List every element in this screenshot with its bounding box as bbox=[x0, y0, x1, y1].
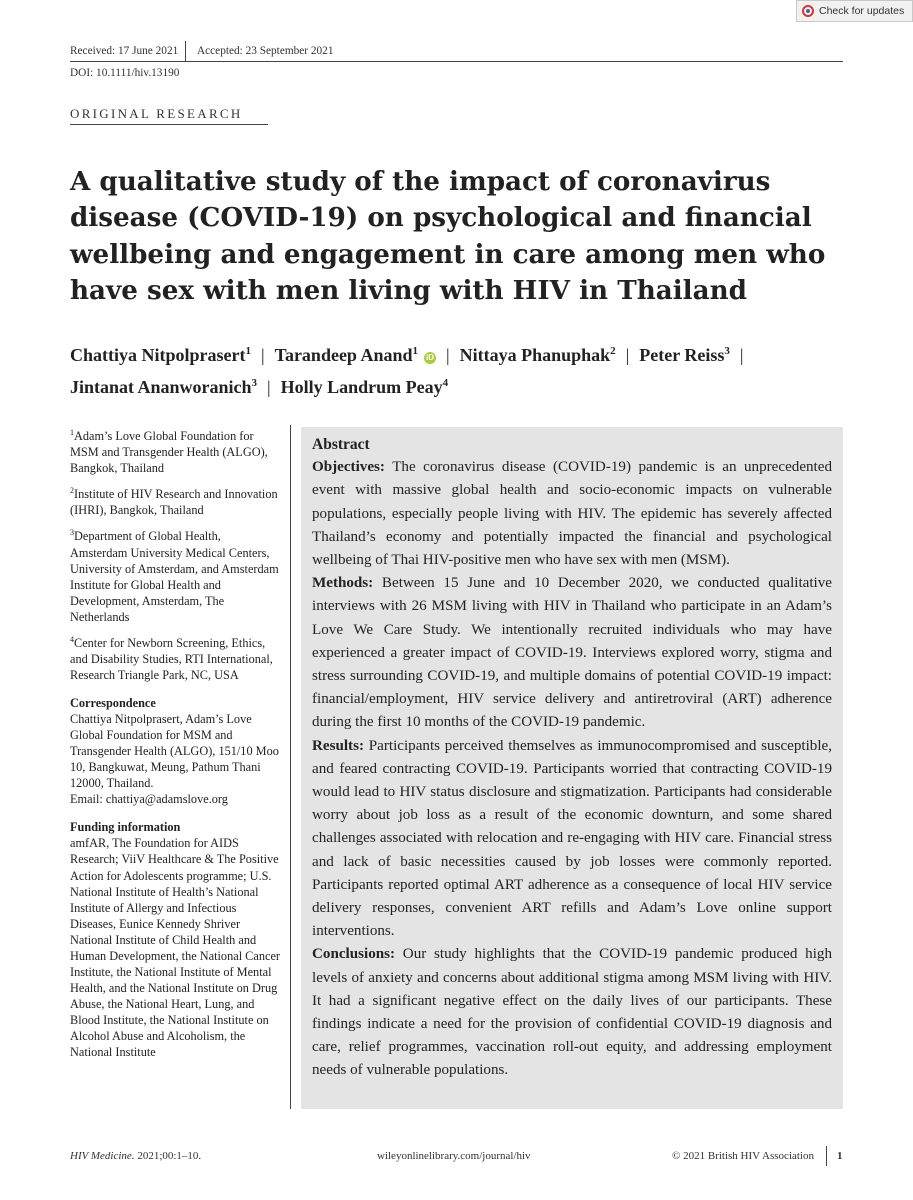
correspondence-text: Chattiya Nitpolprasert, Adam’s Love Global Foundation for MSM and Transgender Health (ALGO), 151/10 Moo 10, Bangkuwat, Meung, Pathum Thani 12000, Thailand. bbox=[70, 712, 279, 791]
author-name[interactable]: Chattiya Nitpolprasert$^1$ bbox=[70, 345, 251, 365]
correspondence-heading: Correspondence bbox=[70, 696, 156, 711]
affiliation: $^2$Institute of HIV Research and Innovation (IHRI), Bangkok, Thailand bbox=[70, 486, 278, 518]
author-name[interactable]: Jintanat Ananworanich$^3$ bbox=[70, 377, 258, 397]
sidebar-divider bbox=[290, 425, 291, 1109]
abstract-paragraph: Methods: Between 15 June and 10 December 2020, we conducted qualitative interviews with 26 MSM living with HIV in Thailand who participate in an Adam’s Love We Care Study. We intentionally recruited individuals who may have experienced a greater impact of COVID-19. Interviews explored worry, stigma and stress surrounding COVID-19, and multiple domains of potential COVID-19 impact: financial/employment, HIV service delivery and antiretroviral (ART) adherence during the first 10 months of the COVID-19 pandemic. bbox=[312, 575, 832, 731]
article-title: A qualitative study of the impact of coronavirus disease (COVID-19) on psychological and financial wellbeing and engagement in care among men who have sex with men living with HIV in Thailand bbox=[70, 166, 826, 306]
received-date: Received: 17 June 2021 bbox=[70, 45, 179, 57]
footer-divider bbox=[826, 1146, 827, 1166]
author-separator: | bbox=[446, 345, 450, 365]
affiliation: $^4$Center for Newborn Screening, Ethics, and Disability Studies, RTI International, Research Triangle Park, NC, USA bbox=[70, 634, 273, 682]
check-for-updates-label: Check for updates bbox=[819, 5, 905, 17]
article-type-rule bbox=[70, 124, 268, 125]
author-name[interactable]: Peter Reiss$^3$ bbox=[639, 345, 730, 365]
article-type-label: ORIGINAL RESEARCH bbox=[70, 106, 243, 121]
sidebar bbox=[70, 425, 280, 1067]
funding-text: amfAR, The Foundation for AIDS Research; ViiV Healthcare & The Positive Action for Adolescents programme; U.S. National Institute of Health’s National Institute of Allergy and Infectious Diseases, Eunice Kennedy Shriver National Institute of Child Health and Human Development, the National Cancer Institute, the National Institute of Mental Health, and the National Institute on Drug Abuse, the National Heart, Lung, and Blood Institute, the National Institute on Alcohol Abuse and Alcoholism, the National Institute bbox=[70, 836, 281, 1060]
abstract-paragraph: Objectives: The coronavirus disease (COVID-19) pandemic is an unprecedented event with massive global health and socio-economic impacts on vulnerable populations, especially people living with HIV. The epidemic has severely affected Thailand’s economy and potentially impacted the financial and psychological wellbeing of Thai HIV-positive men who have sex with men (MSM). bbox=[312, 459, 832, 569]
abstract-heading: Abstract bbox=[312, 436, 370, 453]
accepted-date: Accepted: 23 September 2021 bbox=[197, 45, 334, 57]
affiliation: $^3$Department of Global Health, Amsterdam University Medical Centers, University of Amsterdam, and Amsterdam Institute for Global Health and Development, Amsterdam, The Netherlands bbox=[70, 528, 279, 624]
author-name[interactable]: Holly Landrum Peay$^4$ bbox=[280, 377, 449, 397]
check-for-updates-button[interactable] bbox=[796, 0, 913, 22]
orcid-icon[interactable]: iD bbox=[426, 353, 434, 362]
author-separator: | bbox=[267, 377, 271, 397]
header-rule bbox=[70, 61, 843, 62]
author-name[interactable]: Nittaya Phanuphak$^2$ bbox=[459, 345, 616, 365]
page-number: 1 bbox=[837, 1150, 843, 1162]
author-separator: | bbox=[260, 345, 265, 365]
footer-copyright: © 2021 British HIV Association bbox=[672, 1150, 814, 1162]
footer-citation: HIV Medicine. 2021;00:1–10. bbox=[70, 1150, 202, 1162]
footer-url[interactable]: wileyonlinelibrary.com/journal/hiv bbox=[377, 1150, 531, 1162]
affiliation: $^1$Adam’s Love Global Foundation for MSM and Transgender Health (ALGO), Bangkok, Thailand bbox=[70, 428, 268, 476]
abstract-box bbox=[301, 427, 843, 1109]
doi[interactable]: DOI: 10.1111/hiv.13190 bbox=[70, 67, 180, 79]
author-list bbox=[70, 337, 860, 401]
correspondence-email[interactable]: Email: chattiya@adamslove.org bbox=[70, 792, 228, 807]
abstract-paragraph: Results: Participants perceived themselves as immunocompromised and susceptible, and feared contracting COVID-19. Participants worried that contracting COVID-19 would lead to HIV status disclosure and stigmatization. Participants had considerable worry about job loss as a result of the economic downturn, and some shared challenges associated with relocation and re-engaging with HIV care. Financial stress and lack of basic necessities caused by job losses were commonly reported. Participants reported optimal ART adherence as a consequence of local HIV service delivery responses, convenient ART refills and Adam’s Love online support interventions. bbox=[312, 737, 832, 940]
author-name[interactable]: Tarandeep Anand$^1$iD bbox=[274, 345, 434, 365]
author-separator: | bbox=[739, 345, 744, 365]
crossmark-icon bbox=[802, 5, 814, 17]
funding-heading: Funding information bbox=[70, 820, 181, 835]
abstract-paragraph: Conclusions: Our study highlights that the COVID-19 pandemic produced high levels of anxiety and concerns about additional stigma among MSM living with HIV. It had a significant negative effect on the daily lives of our participants. These findings indicate a need for the provision of confidential COVID-19 diagnosis and care, relief programmes, vaccination roll-out equity, and addressing employment needs of vulnerable populations. bbox=[312, 946, 832, 1079]
divider bbox=[185, 41, 186, 61]
author-separator: | bbox=[625, 345, 630, 365]
